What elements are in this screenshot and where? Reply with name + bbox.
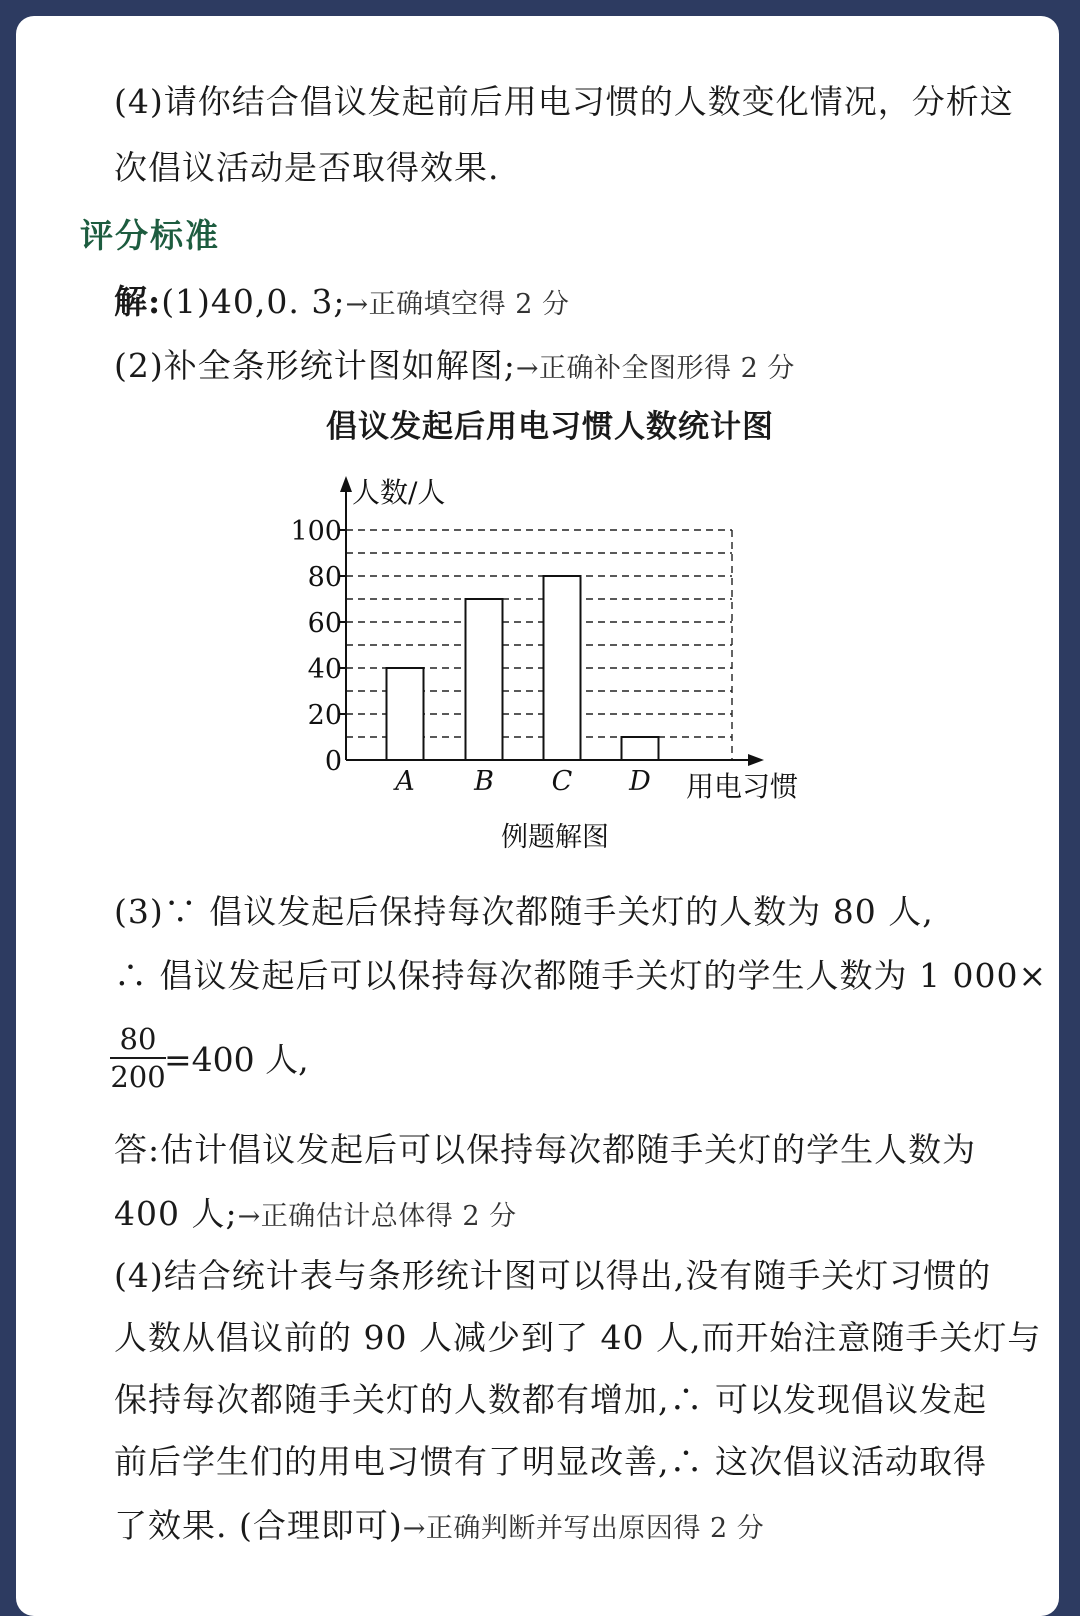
solution-3-answer: 答:估计倡议发起后可以保持每次都随手关灯的学生人数为 (114, 1130, 977, 1169)
solution-4-line-4: 前后学生们的用电习惯有了明显改善,∴ 这次倡议活动取得 (114, 1442, 987, 1481)
solution-4-text: 了效果. (合理即可) (114, 1506, 403, 1545)
y-tick-label: 20 (307, 700, 342, 731)
bar (387, 668, 424, 760)
question-4-line-2: 次倡议活动是否取得效果. (114, 148, 500, 187)
fraction-bar (110, 1057, 166, 1059)
x-axis-label: 用电习惯 (686, 770, 799, 803)
solution-3-line-1: (3)∵ 倡议发起后保持每次都随手关灯的人数为 80 人, (114, 892, 934, 931)
fraction-denominator: 200 (110, 1060, 166, 1094)
chart-title: 倡议发起后用电习惯人数统计图 (326, 409, 774, 445)
y-tick-label: 100 (290, 516, 342, 547)
x-tick-label: C (551, 766, 573, 797)
fraction (110, 1022, 166, 1094)
solution-3-answer-text: 400 人; (114, 1194, 238, 1233)
scoring-standard-heading: 评分标准 (80, 216, 220, 255)
fraction-numerator: 80 (119, 1022, 157, 1056)
solution-2-text: (2)补全条形统计图如解图; (114, 346, 516, 385)
bar (622, 737, 659, 760)
solution-1-text: (1)40,0. 3; (161, 282, 346, 321)
y-axis-arrow-icon (340, 476, 352, 492)
x-tick-label: D (629, 766, 651, 797)
solution-3-result: =400 人, (164, 1040, 309, 1079)
solution-1-note: →正确填空得 2 分 (345, 289, 570, 320)
solution-3-answer-end (114, 1192, 517, 1239)
y-axis-label: 人数/人 (352, 476, 446, 509)
solution-4-line-3: 保持每次都随手关灯的人数都有增加,∴ 可以发现倡议发起 (114, 1380, 987, 1419)
x-tick-label: A (395, 766, 415, 797)
x-tick-label: B (474, 766, 494, 797)
y-tick-label: 0 (324, 746, 342, 777)
bar (544, 576, 581, 760)
solution-label: 解: (114, 282, 162, 321)
solution-4-note: →正确判断并写出原因得 2 分 (402, 1513, 765, 1544)
solution-4-line-5 (114, 1504, 764, 1551)
solution-2-note: →正确补全图形得 2 分 (515, 353, 795, 384)
solution-3-note: →正确估计总体得 2 分 (237, 1201, 517, 1232)
y-tick-label: 80 (307, 562, 342, 593)
bar (466, 599, 503, 760)
solution-3-line-2: ∴ 倡议发起后可以保持每次都随手关灯的学生人数为 1 000× (114, 956, 1048, 995)
chart-caption: 例题解图 (501, 822, 609, 853)
y-tick-label: 60 (307, 608, 342, 639)
solution-4-line-1: (4)结合统计表与条形统计图可以得出,没有随手关灯习惯的 (114, 1256, 992, 1295)
question-4-line-1: (4)请你结合倡议发起前后用电习惯的人数变化情况，分析这 (114, 82, 1014, 121)
solution-4-line-2: 人数从倡议前的 90 人减少到了 40 人,而开始注意随手关灯与 (114, 1318, 1042, 1357)
x-axis-arrow-icon (748, 754, 764, 766)
y-tick-label: 40 (307, 654, 342, 685)
